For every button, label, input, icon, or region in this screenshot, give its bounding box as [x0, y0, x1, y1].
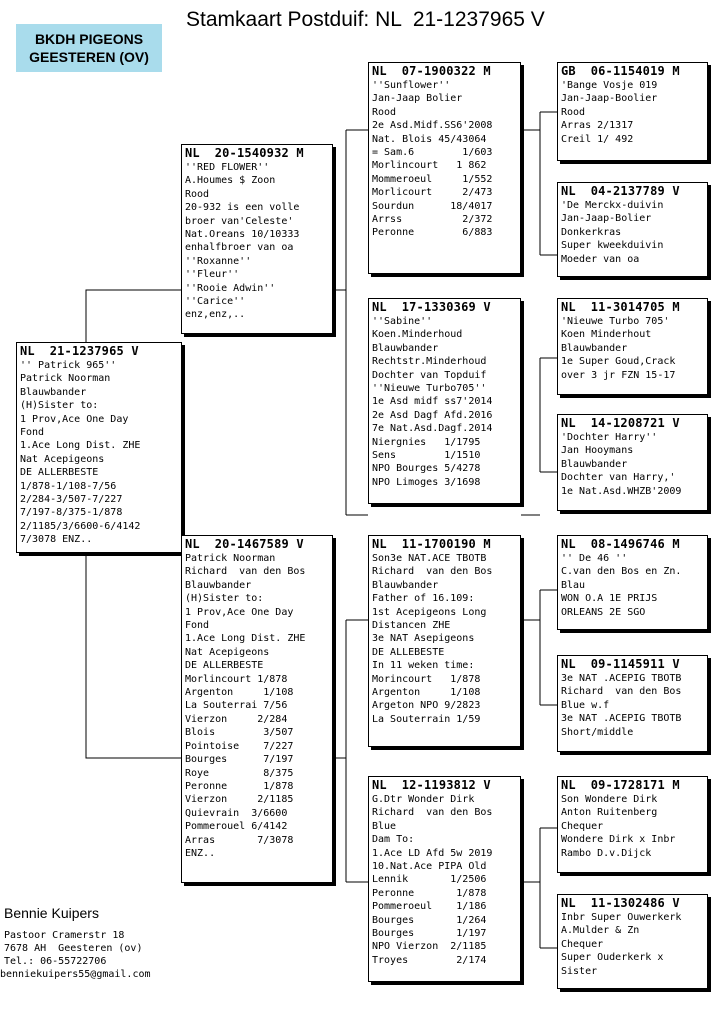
card-line: ''Sunflower'': [372, 80, 451, 91]
card-line: Super Ouderkerk x: [561, 952, 664, 964]
card-line: Blau: [561, 579, 586, 591]
card-line: Sister: [561, 965, 598, 977]
card-line: Vierzon 2/284: [185, 713, 288, 725]
card-line: (H)Sister to:: [20, 400, 99, 412]
card-line: Blauwbander: [20, 386, 87, 398]
card-line: Dochter van Harry,': [561, 472, 676, 484]
card-line: Blue w.f: [561, 699, 610, 711]
card-line: 20-932 is een volle: [185, 202, 300, 214]
card-line: Blauwbander: [372, 342, 439, 354]
card-mf-father: [557, 535, 708, 630]
card-line: 1st Acepigeons Long: [372, 606, 487, 618]
card-fm-father: [557, 298, 708, 395]
card-line: WON O.A 1E PRIJS: [561, 593, 658, 605]
card-line: Troyes 2/174: [372, 954, 487, 966]
card-line: Blauwbander: [561, 342, 628, 354]
card-line: Rechtstr.Minderhoud: [372, 356, 487, 368]
card-father-mother: [368, 298, 521, 504]
card-line: La Souterrain 1/59: [372, 713, 481, 725]
card-line: Blauwbander: [372, 579, 439, 591]
owner-contact: [0, 905, 151, 981]
ring-number: NL 21-1237965 V: [20, 344, 139, 358]
card-line: over 3 jr FZN 15-17: [561, 369, 676, 381]
owner-email[interactable]: benniekuipers55@gmail.com: [0, 969, 151, 980]
card-line: 3e NAT .ACEPIG TBOTB: [561, 673, 682, 684]
card-line: Peronne 6/883: [372, 227, 493, 239]
card-line: Arrss 2/372: [372, 214, 493, 226]
card-ff-father: [557, 62, 708, 161]
ring-number: NL 14-1208721 V: [561, 416, 680, 430]
ring-number: NL 20-1467589 V: [185, 537, 304, 551]
card-line: Peronne 1/878: [185, 780, 294, 792]
owner-city: 7678 AH Geesteren (ov): [4, 943, 143, 954]
card-line: Morlincourt 1 862: [372, 160, 487, 172]
card-line: ORLEANS 2E SGO: [561, 606, 646, 618]
card-line: 1/878-1/108-7/56: [20, 480, 117, 492]
card-line: 10.Nat.Ace PIPA Old: [372, 861, 487, 873]
card-line: 1.Ace Long Dist. ZHE: [20, 440, 141, 452]
card-line: Blois 3/507: [185, 727, 294, 739]
card-line: Pointoise 7/227: [185, 740, 294, 752]
card-line: Morincourt 1/878: [372, 673, 481, 685]
card-line: 2/1185/3/6600-6/4142: [20, 520, 141, 532]
card-line: Jan-Jaap Bolier: [372, 93, 463, 105]
card-line: Arras 2/1317: [561, 120, 634, 132]
card-line: DE ALLEBESTE: [372, 646, 445, 658]
card-line: 7/197-8/375-1/878: [20, 507, 123, 519]
card-line: = Sam.6 1/603: [372, 147, 493, 159]
card-line: Blue: [372, 820, 397, 832]
card-mother-father: [368, 535, 521, 747]
card-line: Jan-Jaap-Bolier: [561, 213, 652, 225]
card-line: 2e Asd.Midf.SS6'2008: [372, 120, 493, 132]
card-line: Richard van den Bos: [372, 807, 493, 819]
card-line: 1e Super Goud,Crack: [561, 356, 676, 368]
card-line: Mommeroeul 1/552: [372, 173, 493, 185]
card-line: Richard van den Bos: [561, 686, 682, 698]
card-line: Dam To:: [372, 834, 415, 846]
card-line: G.Dtr Wonder Dirk: [372, 794, 475, 805]
card-line: 'De Merckx-duivin: [561, 200, 664, 211]
card-line: Richard van den Bos: [185, 566, 306, 578]
card-father-father: [368, 62, 521, 274]
card-line: Chequer: [561, 938, 604, 950]
card-line: Bourges 1/197: [372, 928, 487, 940]
ring-number: NL 20-1540932 M: [185, 146, 304, 160]
ring-number: NL 07-1900322 M: [372, 64, 491, 78]
card-line: 'Nieuwe Turbo 705': [561, 316, 670, 327]
ring-number: NL 17-1330369 V: [372, 300, 491, 314]
card-line: Chequer: [561, 820, 604, 832]
card-line: Koen Minderhout: [561, 329, 652, 341]
card-line: 1 Prov,Ace One Day: [185, 606, 294, 618]
card-line: Morlincourt 1/878: [185, 673, 288, 685]
card-line: Rood: [185, 188, 210, 200]
card-line: Arras 7/3078: [185, 834, 294, 846]
card-line: 7e Nat.Asd.Dagf.2014: [372, 423, 493, 435]
card-line: Nat. Blois 45/43064: [372, 133, 487, 145]
card-mother: [181, 535, 333, 883]
owner-phone: Tel.: 06-55722706: [4, 956, 107, 967]
card-line: broer van'Celeste': [185, 215, 294, 227]
card-line: 3e NAT Asepigeons: [372, 633, 475, 645]
card-father: [181, 144, 333, 334]
card-line: Creil 1/ 492: [561, 133, 634, 145]
card-line: Dochter van Topduif: [372, 369, 487, 381]
card-line: A.Houmes $ Zoon: [185, 175, 276, 187]
card-line: DE ALLERBESTE: [185, 660, 264, 672]
card-line: Niergnies 1/1795: [372, 436, 481, 448]
card-line: 1.Ace Long Dist. ZHE: [185, 633, 306, 645]
card-fm-mother: [557, 414, 708, 511]
card-line: ''Nieuwe Turbo705'': [372, 383, 487, 395]
owner-name: Bennie Kuipers: [4, 905, 99, 921]
brand-logo: [16, 24, 162, 72]
card-line: enz,enz,..: [185, 309, 246, 321]
card-line: 1e Asd midf ss7'2014: [372, 396, 493, 408]
card-line: 2e Asd Dagf Afd.2016: [372, 409, 493, 421]
card-line: Fond: [185, 620, 210, 632]
card-line: Rambo D.v.Dijck: [561, 847, 652, 859]
card-line: Sens 1/1510: [372, 450, 481, 462]
card-line: Morlicourt 2/473: [372, 187, 493, 199]
card-line: ENZ..: [185, 847, 216, 859]
card-line: Nat Acepigeons: [185, 646, 270, 658]
card-line: Roye 8/375: [185, 767, 294, 779]
card-line: Donkerkras: [561, 226, 622, 238]
card-line: Super kweekduivin: [561, 240, 664, 252]
card-line: 2/284-3/507-7/227: [20, 494, 123, 506]
card-line: Fond: [20, 427, 45, 439]
card-subject: [16, 342, 182, 553]
card-line: DE ALLERBESTE: [20, 467, 99, 479]
card-line: A.Mulder & Zn: [561, 925, 640, 937]
ring-number: NL 11-3014705 M: [561, 300, 680, 314]
card-line: ''Sabine'': [372, 316, 433, 327]
card-line: 'Bange Vosje 019: [561, 80, 658, 91]
ring-number: NL 11-1302486 V: [561, 896, 680, 910]
card-line: Lennik 1/2506: [372, 874, 487, 886]
card-line: Argenton 1/108: [185, 687, 294, 699]
card-line: Wondere Dirk x Inbr: [561, 834, 676, 846]
card-line: enhalfbroer van oa: [185, 242, 294, 254]
card-line: Bourges 7/197: [185, 754, 294, 766]
ring-number: NL 08-1496746 M: [561, 537, 680, 551]
card-line: ''Fleur'': [185, 269, 240, 281]
card-line: Anton Ruitenberg: [561, 807, 658, 819]
ring-number: NL 09-1145911 V: [561, 657, 680, 671]
card-line: Inbr Super Ouwerkerk: [561, 912, 682, 923]
page-title: Stamkaart Postduif: NL 21-1237965 V: [186, 8, 545, 31]
card-line: Pommerouel 6/4142: [185, 821, 288, 833]
card-line: Son3e NAT.ACE TBOTB: [372, 553, 487, 564]
card-line: ''Roxanne'': [185, 255, 252, 267]
card-line: La Souterrai 7/56: [185, 700, 288, 712]
ring-number: NL 12-1193812 V: [372, 778, 491, 792]
owner-street: Pastoor Cramerstr 18: [4, 930, 125, 941]
ring-number: NL 11-1700190 M: [372, 537, 491, 551]
card-line: Jan Hooymans: [561, 445, 634, 457]
card-line: '' De 46 '': [561, 553, 628, 564]
ring-number: GB 06-1154019 M: [561, 64, 680, 78]
card-line: Moeder van oa: [561, 253, 640, 265]
logo-line-2: GEESTEREN (OV): [29, 49, 149, 65]
card-line: 1 Prov,Ace One Day: [20, 413, 129, 425]
card-line: Rood: [561, 106, 586, 118]
card-line: ''RED FLOWER'': [185, 162, 270, 173]
card-line: NPO Limoges 3/1698: [372, 476, 481, 488]
logo-line-1: BKDH PIGEONS: [34, 31, 144, 47]
card-line: Quievrain 3/6600: [185, 807, 288, 819]
card-line: Rood: [372, 106, 397, 118]
card-ff-mother: [557, 182, 708, 277]
card-line: 7/3078 ENZ..: [20, 534, 93, 546]
card-line: Nat Acepigeons: [20, 453, 105, 465]
card-line: (H)Sister to:: [185, 593, 264, 605]
card-line: Blauwbander: [561, 458, 628, 470]
card-line: Argeton NPO 9/2823: [372, 700, 481, 712]
card-line: 'Dochter Harry'': [561, 432, 658, 443]
card-line: Father of 16.109:: [372, 593, 475, 605]
card-line: Patrick Noorman: [185, 553, 276, 564]
card-line: 1.Ace LD Afd 5w 2019: [372, 847, 493, 859]
card-line: '' Patrick 965'': [20, 360, 117, 371]
card-line: ''Carice'': [185, 296, 246, 308]
card-line: Vierzon 2/1185: [185, 794, 294, 806]
ring-number: NL 04-2137789 V: [561, 184, 680, 198]
card-line: Richard van den Bos: [372, 566, 493, 578]
ring-number: NL 09-1728171 M: [561, 778, 680, 792]
card-line: Short/middle: [561, 726, 634, 738]
card-line: NPO Bourges 5/4278: [372, 463, 481, 475]
card-line: Koen.Minderhoud: [372, 329, 463, 341]
card-line: Argenton 1/108: [372, 687, 481, 699]
card-line: Nat.Oreans 10/10333: [185, 229, 300, 241]
card-line: 3e NAT .ACEPIG TBOTB: [561, 713, 682, 725]
card-line: Jan-Jaap-Boolier: [561, 93, 658, 105]
card-line: Blauwbander: [185, 579, 252, 591]
card-line: C.van den Bos en Zn.: [561, 566, 682, 578]
card-line: ''Rooie Adwin'': [185, 282, 276, 294]
card-mother-mother: [368, 776, 521, 982]
card-line: In 11 weken time:: [372, 660, 475, 672]
card-line: Pommeroeul 1/186: [372, 901, 487, 913]
card-line: Sourdun 18/4017: [372, 200, 493, 212]
card-line: 1e Nat.Asd.WHZB'2009: [561, 485, 682, 497]
card-mf-mother: [557, 655, 708, 752]
card-line: Bourges 1/264: [372, 914, 487, 926]
card-line: Son Wondere Dirk: [561, 794, 658, 805]
card-line: Distancen ZHE: [372, 620, 451, 632]
card-line: NPO Vierzon 2/1185: [372, 941, 487, 953]
card-mm-mother: [557, 894, 708, 989]
card-line: Peronne 1/878: [372, 887, 487, 899]
card-line: Patrick Noorman: [20, 373, 111, 385]
card-mm-father: [557, 776, 708, 873]
